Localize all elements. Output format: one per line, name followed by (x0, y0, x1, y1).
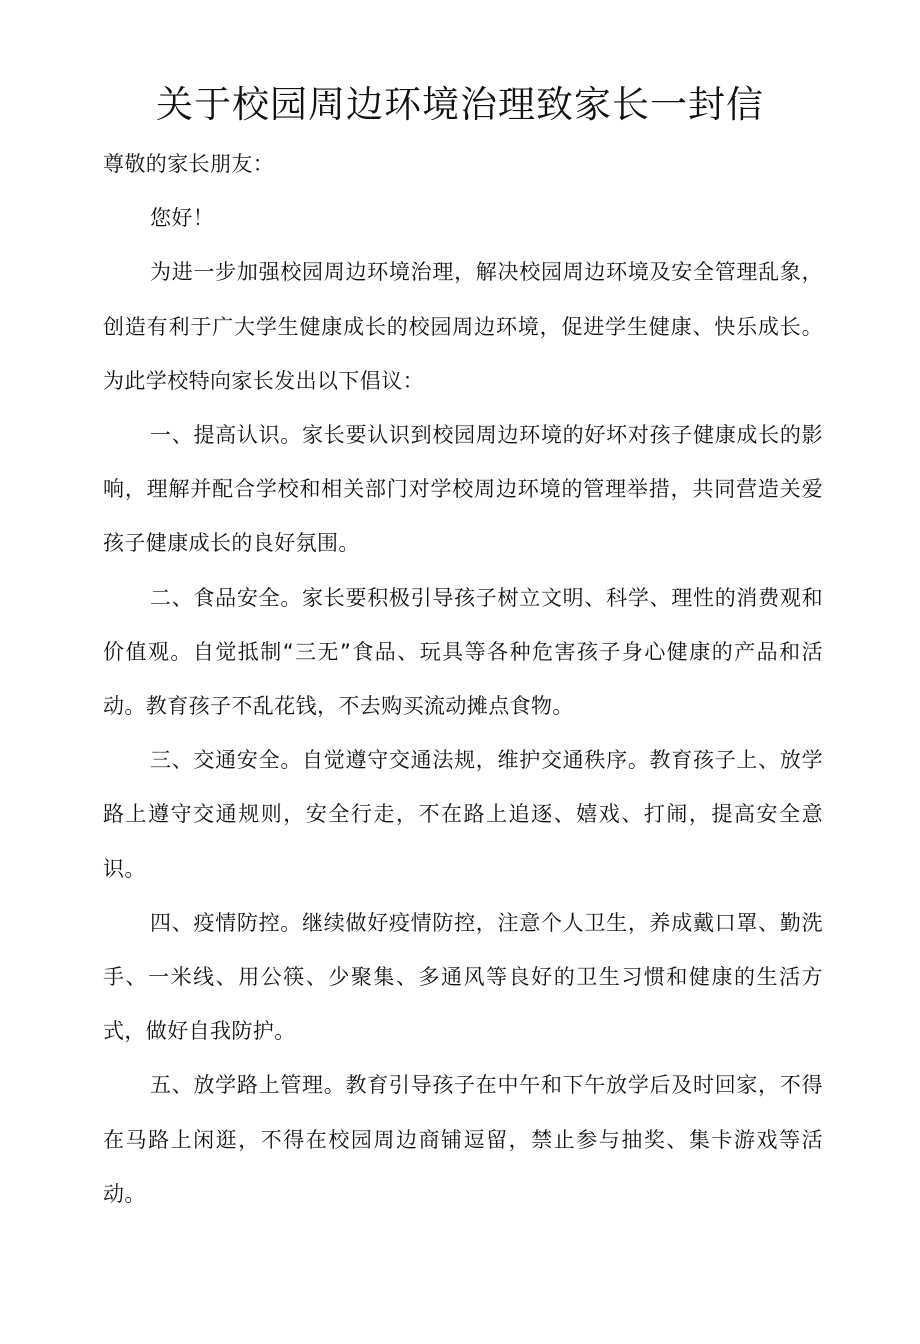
paragraph-intro: 为进一步加强校园周边环境治理，解决校园周边环境及安全管理乱象，创造有利于广大学生健康成长的校园周边环境，促进学生健康、快乐成长。为此学校特向家长发出以下倡议： (103, 260, 823, 393)
paragraph-epidemic-prevention: 四、疫情防控。继续做好疫情防控，注意个人卫生，养成戴口罩、勤洗手、一米线、用公筷、少聚集、多通风等良好的卫生习惯和健康的生活方式，做好自我防护。 (103, 910, 823, 1044)
paragraph-traffic-safety: 三、交通安全。自觉遵守交通法规，维护交通秩序。教育孩子上、放学路上遵守交通规则，安全行走，不在路上追逐、嬉戏、打闹，提高安全意识。 (103, 748, 823, 881)
paragraph-food-safety: 二、食品安全。家长要积极引导孩子树立文明、科学、理性的消费观和价值观。自觉抵制“三无”食品、玩具等各种危害孩子身心健康的产品和活动。教育孩子不乱花钱，不去购买流动摊点食物。 (103, 585, 823, 719)
letter-body (103, 137, 823, 1221)
salutation: 尊敬的家长朋友： (103, 152, 275, 176)
greeting: 您好！ (150, 206, 215, 231)
paragraph-awareness: 一、提高认识。家长要认识到校园周边环境的好坏对孩子健康成长的影响，理解并配合学校和相关部门对学校周边环境的管理举措，共同营造关爱孩子健康成长的良好氛围。 (103, 423, 823, 556)
document-title: 关于校园周边环境治理致家长一封信 (156, 83, 764, 126)
paragraph-after-school: 五、放学路上管理。教育引导孩子在中午和下午放学后及时回家，不得在马路上闲逛，不得在校园周边商铺逗留，禁止参与抽奖、集卡游戏等活动。 (103, 1073, 823, 1206)
